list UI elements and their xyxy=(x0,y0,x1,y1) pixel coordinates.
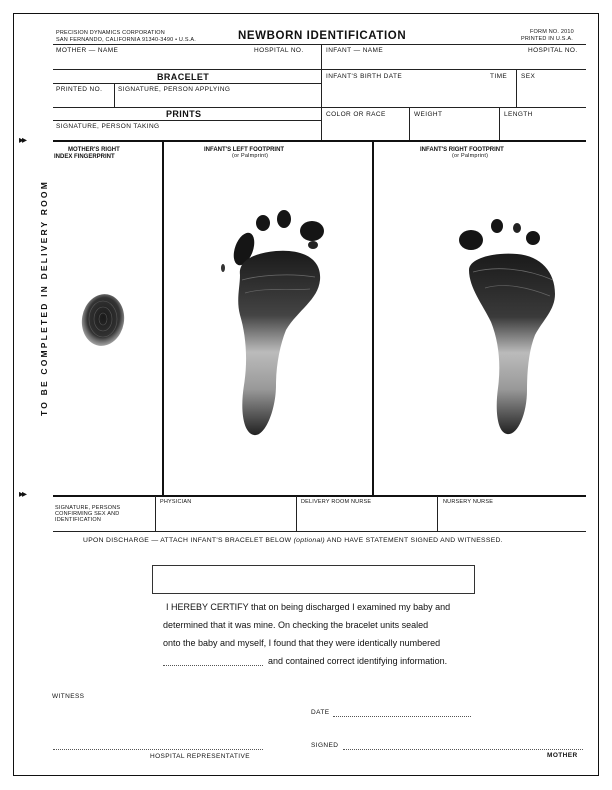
prints-rule xyxy=(53,120,321,121)
nursery-nurse-divider xyxy=(437,496,438,531)
infant-hospital-no-label: HOSPITAL NO. xyxy=(528,47,578,54)
right-footprint-title: INFANT'S RIGHT FOOTPRINT xyxy=(420,147,504,153)
certification-line-2: determined that it was mine. On checking the bracelet units sealed xyxy=(163,620,429,630)
printed-no-label: PRINTED NO. xyxy=(56,86,103,93)
hospital-representative-line[interactable] xyxy=(53,749,263,750)
right-footprint-subtitle: (or Palmprint) xyxy=(452,153,489,159)
center-divider xyxy=(321,44,322,140)
upper-arrow-icon: ▸▸ xyxy=(19,135,26,146)
discharge-optional: (optional) xyxy=(293,537,325,544)
company-name: PRECISION DYNAMICS CORPORATION xyxy=(56,30,165,36)
time-label: TIME xyxy=(490,73,508,80)
certification-line-3: onto the baby and myself, I found that they were identically numbered xyxy=(163,638,441,648)
lower-arrow-icon: ▸▸ xyxy=(19,489,26,500)
physician-divider xyxy=(155,496,156,531)
infant-name-label: INFANT — NAME xyxy=(326,47,384,54)
bracelet-number-blank[interactable] xyxy=(163,665,263,666)
date-line[interactable] xyxy=(333,716,471,717)
certification-line-1: I HEREBY CERTIFY that on being discharged I examined my baby and xyxy=(166,602,451,612)
print-area-bottom-rule xyxy=(53,495,586,497)
signature-applying-label: SIGNATURE, PERSON APPLYING xyxy=(118,86,231,93)
confirm-label-2: CONFIRMING SEX AND xyxy=(55,511,120,517)
left-footprint-subtitle: (or Palmprint) xyxy=(232,153,269,159)
signature-taking-label: SIGNATURE, PERSON TAKING xyxy=(56,123,160,130)
printed-in: PRINTED IN U.S.A. xyxy=(521,36,573,42)
bracelet-heading: BRACELET xyxy=(157,72,210,82)
weight-label: WEIGHT xyxy=(414,111,443,118)
prints-heading: PRINTS xyxy=(166,109,202,119)
length-label: LENGTH xyxy=(504,111,533,118)
fingerprint-divider xyxy=(162,141,164,496)
header-rule xyxy=(53,44,586,45)
mother-fingerprint-title-2: INDEX FINGERPRINT xyxy=(54,154,115,160)
confirm-label-1: SIGNATURE, PERSONS xyxy=(55,505,121,511)
hospital-representative-label: HOSPITAL REPRESENTATIVE xyxy=(150,753,250,760)
birth-date-label: INFANT'S BIRTH DATE xyxy=(326,73,403,80)
mother-name-label: MOTHER — NAME xyxy=(56,47,119,54)
physician-label: PHYSICIAN xyxy=(160,499,192,505)
name-row-rule xyxy=(53,69,586,70)
bracelet-bottom-rule xyxy=(53,107,586,108)
discharge-instruction xyxy=(83,538,503,545)
form-number: FORM NO. 2010 xyxy=(530,29,574,35)
left-footprint-title: INFANT'S LEFT FOOTPRINT xyxy=(204,147,285,153)
length-divider xyxy=(499,107,500,140)
certification-line-4: and contained correct identifying information. xyxy=(268,656,448,666)
footprint-divider xyxy=(372,141,374,496)
sex-label: SEX xyxy=(521,73,536,80)
bracelet-attach-box[interactable] xyxy=(152,565,475,594)
company-address: SAN FERNANDO, CALIFORNIA 91340-3490 • U.S.A. xyxy=(56,37,197,43)
discharge-instruction-part1: UPON DISCHARGE — ATTACH INFANT'S BRACELET BELOW xyxy=(83,537,292,544)
delivery-room-label: TO BE COMPLETED IN DELIVERY ROOM xyxy=(39,179,49,416)
mother-label: MOTHER xyxy=(547,752,578,759)
print-area-top-rule xyxy=(53,140,586,142)
infant-right-footprint-image xyxy=(455,210,565,440)
nursery-nurse-label: NURSERY NURSE xyxy=(443,499,494,505)
confirm-row-rule xyxy=(53,531,586,532)
mother-fingerprint-title-1: MOTHER'S RIGHT xyxy=(68,147,120,153)
witness-label: WITNESS xyxy=(52,693,85,700)
date-label: DATE xyxy=(311,709,330,716)
printed-no-divider xyxy=(114,83,115,107)
mother-hospital-no-label: HOSPITAL NO. xyxy=(254,47,304,54)
delivery-nurse-label: DELIVERY ROOM NURSE xyxy=(301,499,372,505)
mother-signature-line[interactable] xyxy=(343,749,583,750)
delivery-nurse-divider xyxy=(296,496,297,531)
discharge-instruction-part2: AND HAVE STATEMENT SIGNED AND WITNESSED. xyxy=(326,537,503,544)
mother-fingerprint-image xyxy=(80,293,128,349)
sex-divider xyxy=(516,69,517,107)
form-title: NEWBORN IDENTIFICATION xyxy=(238,30,407,42)
weight-divider xyxy=(409,107,410,140)
signed-label: SIGNED xyxy=(311,742,339,749)
infant-left-footprint-image xyxy=(210,205,335,445)
confirm-label-3: IDENTIFICATION xyxy=(55,517,102,523)
color-race-label: COLOR OR RACE xyxy=(326,111,386,118)
bracelet-rule xyxy=(53,83,321,84)
